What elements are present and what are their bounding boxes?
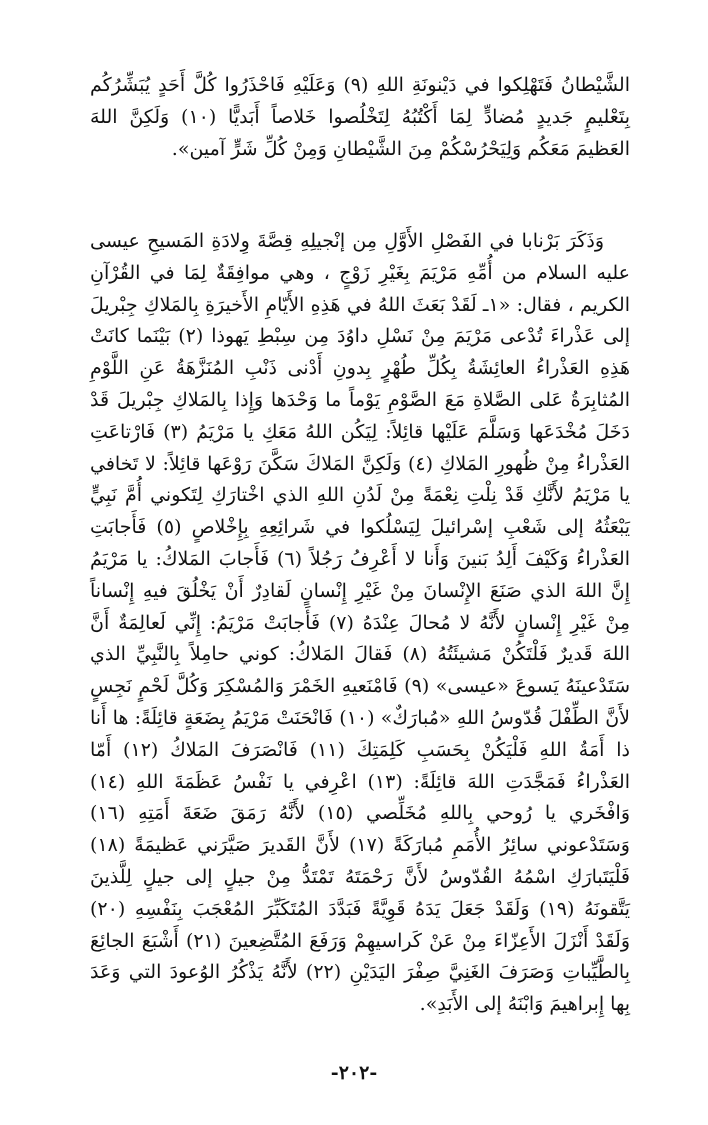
paragraph-continuation: الشَّيْطانُ فَتَهْلِكوا في دَيْنونَةِ اللهِ (٩) وَعَلَيْهِ فَاحْذَرُوا كُلَّ أَحَدٍ يُبَشِّرُكُم بِتَعْليمٍ جَديدٍ مُضادٍّ لِمَا أَكْتُبُهُ لِتَخْلُصوا خَلاصاً أَبَديًّا (١٠) وَلَكِنَّ اللهَ العَظيمَ مَعَكُم وَلِيَحْرُسْكُمْ مِنَ الشَّيْطانِ وَمِنْ كُلِّ شَرٍّ آمين». <box>90 74 630 160</box>
page-number: -٢٠٢- <box>330 1062 378 1084</box>
paragraph-barnabas-narrative: وَذَكَرَ بَرْنابا في الفَصْلِ الأَوَّلِ مِن إنْجيلِهِ قِصَّةَ وِلادَةِ المَسيحِ عيسى عليه السلام من أُمِّهِ مَرْيَمَ بِغَيْرِ زَوْجٍ ، وهي موافِقَةٌ لِمَا في القُرْآنِ الكريم ، فقال: «١ـ لَقَدْ بَعَثَ اللهُ في هَذِهِ الأَيّامِ الأَخيرَةِ بِالمَلاكِ جِبْريلَ إلى عَذْراءَ تُدْعى مَرْيَمَ مِنْ نَسْلِ داوُدَ مِن سِبْطِ يَهوذا (٢) بَيْنَما كانَتْ هَذِهِ العَذْراءُ العائِشَةُ بِكُلِّ طُهْرٍ بِدونِ أَدْنى ذَنْبِ المُنَزَّهَةُ عَنِ اللَّوْمِ المُثابِرَةُ عَلى الصَّلاةِ مَعَ الصَّوْمِ يَوْماً ما وَحْدَها وَإِذا بِالمَلاكِ جِبْريلَ قَدْ دَخَلَ مُخْدَعَها وَسَلَّمَ عَلَيْها قائِلاً: لِيَكُن اللهُ مَعَكِ يا مَرْيَمُ (٣) فَارْتاعَتِ العَذْراءُ مِنْ ظُهورِ المَلاكِ (٤) وَلَكِنَّ المَلاكَ سَكَّنَ رَوْعَها قائِلاً: لا تَخافي يا مَرْيَمُ لأَنَّكِ قَدْ نِلْتِ نِعْمَةً مِنْ لَدُنِ اللهِ الذي اخْتارَكِ لِتَكوني أُمَّ نَبِيٍّ يَبْعَثُهُ إلى شَعْبِ إسْرائيلَ لِيَسْلُكوا في شَرائِعِهِ بِإِخْلاصٍ (٥) فَأَجابَتِ العَذْراءُ وَكَيْفَ أَلِدُ بَنينَ وَأَنا لا أَعْرِفُ رَجُلاً (٦) فَأَجابَ المَلاكُ: يا مَرْيَمُ إِنَّ اللهَ الذي صَنَعَ الإِنْسانَ مِنْ غَيْرِ إِنْسانٍ لَقادِرٌ أَنْ يَخْلُقَ فيهِ إِنْساناً مِنْ غَيْرِ إِنْسانٍ لأَنَّهُ لا مُحالَ عِنْدَهُ (٧) فَأَجابَتْ مَرْيَمُ: إِنِّي لَعالِمَةٌ أَنَّ اللهَ قَديرٌ فَلْتَكُنْ مَشيئَتُهُ (٨) فَقالَ المَلاكُ: كوني حامِلاً بِالنَّبِيِّ الذي سَتَدْعينَهُ يَسوعَ «عيسى» (٩) فَامْنَعيهِ الخَمْرَ وَالمُسْكِرَ وَكُلَّ لَحْمٍ نَجِسٍ لأَنَّ الطِّفْلَ قُدّوسُ اللهِ «مُبارَكٌ» (١٠) فَانْحَنَتْ مَرْيَمُ بِضَعَةٍ قائِلَةً: ها أَنا ذا أَمَةُ اللهِ فَلْيَكُنْ بِحَسَبِ كَلِمَتِكَ (١١) فَانْصَرَفَ المَلاكُ (١٢) أَمّا العَذْراءُ فَمَجَّدَتِ اللهَ قائِلَةً: (١٣) اعْرِفي يا نَفْسُ عَظَمَةَ اللهِ (١٤) وَافْخَري يا رُوحي بِاللهِ مُخَلِّصي (١٥) لأَنَّهُ رَمَقَ ضَعَةَ أَمَتِهِ (١٦) وَسَتَدْعوني سائِرُ الأُمَمِ مُبارَكَةً (١٧) لأَنَّ القَديرَ صَيَّرَني عَظيمَةً (١٨) فَلْيَتَبارَكِ اسْمُهُ القُدّوسُ لأَنَّ رَحْمَتَهُ تَمْتَدُّ مِنْ جيلٍ إلى جيلٍ لِلَّذينَ يَتَّقونَهُ (١٩) وَلَقَدْ جَعَلَ يَدَهُ قَوِيَّةً فَبَدَّدَ المُتَكَبِّرَ المُعْجَبَ بِنَفْسِهِ (٢٠) وَلَقَدْ أَنْزَلَ الأَعِزّاءَ مِنْ عَنْ كَراسيهِمْ وَرَفَعَ المُتَّضِعينَ (٢١) أَشْبَعَ الجائِعَ بِالطَّيِّباتِ وَصَرَفَ الغَنِيَّ صِفْرَ اليَدَيْنِ (٢٢) لأَنَّهُ يَذْكُرُ الوُعودَ التي وَعَدَ بِها إِبراهيمَ وَابْنَهُ إلى الأَبَدِ». <box>90 230 631 1016</box>
